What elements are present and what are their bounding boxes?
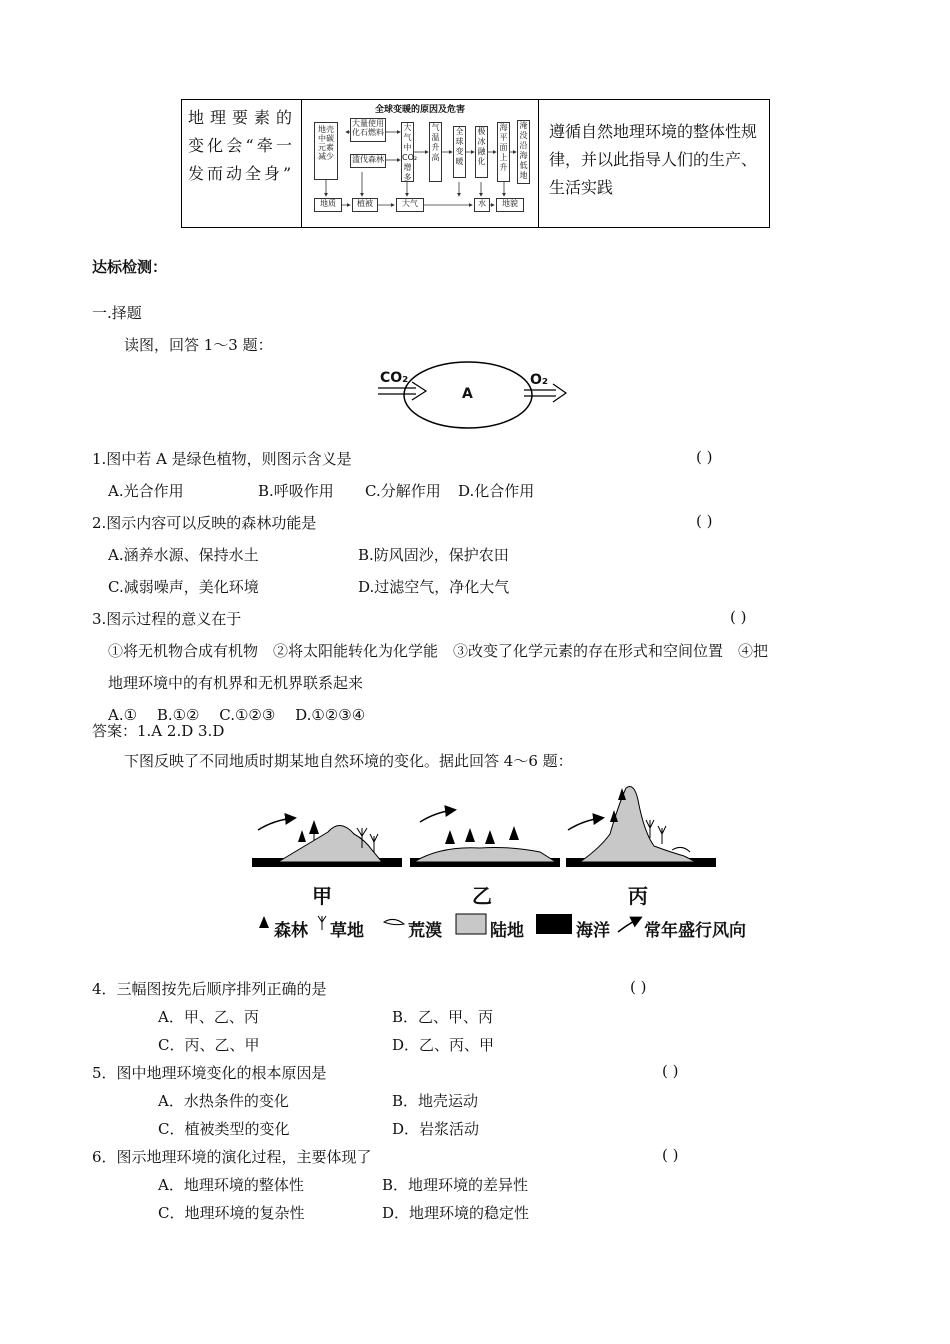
photosynthesis-figure [376, 360, 576, 434]
box-global-warming: 全球变暖 [453, 126, 466, 178]
q1-option-b: B.呼吸作用 [258, 482, 334, 500]
legend-forest: 森林 [274, 921, 308, 941]
box-deforestation: 滥伐森林 [350, 154, 386, 168]
diagram-title: 全球变暖的原因及危害 [374, 105, 465, 115]
q2-option-c: C.减弱噪声，美化环境 [108, 578, 259, 596]
q3-statements-line1: ①将无机物合成有机物 ②将太阳能转化为化学能 ③改变了化学元素的存在形式和空间位置 ④把 [108, 642, 769, 660]
part-heading: 一.择题 [92, 304, 142, 322]
panel-label-yi: 乙 [472, 884, 492, 908]
box-fossil-fuel: 大量使用化石燃料 [350, 118, 386, 142]
q2-option-a: A.涵养水源、保持水土 [108, 546, 259, 564]
box-landform: 地貌 [496, 198, 524, 212]
q1-answer-blank: ( ) [696, 448, 713, 466]
q3-stem: 3.图示过程的意义在于 [92, 610, 242, 628]
box-sea-rise: 海平面上升 [497, 122, 510, 182]
legend-land: 陆地 [490, 921, 524, 941]
box-temp-rise: 气温升高 [429, 122, 442, 182]
box-water: 水 [474, 198, 490, 212]
q4-answer-blank: ( ) [630, 978, 647, 996]
q1-option-d: D.化合作用 [458, 482, 535, 500]
q6-option-b: B．地理环境的差异性 [382, 1176, 529, 1194]
q5-stem: 5．图中地理环境变化的根本原因是 [92, 1064, 327, 1082]
q5-answer-blank: ( ) [662, 1062, 679, 1080]
box-ice-melt: 极冰融化 [475, 126, 488, 178]
table-cell-diagram [302, 100, 539, 228]
q5-option-d: D．岩浆活动 [392, 1120, 480, 1138]
q5-option-c: C．植被类型的变化 [158, 1120, 290, 1138]
panel-label-bing: 丙 [628, 884, 648, 908]
o2-label: O₂ [530, 372, 549, 388]
legend-prevailing-wind: 常年盛行风向 [644, 921, 746, 941]
q4-option-b: B．乙、甲、丙 [392, 1008, 494, 1026]
q2-answer-blank: ( ) [696, 512, 713, 530]
legend-desert: 荒漠 [408, 921, 442, 941]
q1-option-c: C.分解作用 [365, 482, 441, 500]
legend-grassland: 草地 [330, 921, 364, 941]
q2-option-d: D.过滤空气，净化大气 [358, 578, 510, 596]
box-co2-increase: 大气中CO₂增多 [402, 123, 418, 182]
q4-option-a: A．甲、乙、丙 [158, 1008, 259, 1026]
q6-option-d: D．地理环境的稳定性 [382, 1204, 530, 1222]
q6-option-c: C．地理环境的复杂性 [158, 1204, 305, 1222]
box-flood-lowland: 淹没沿海低地 [517, 120, 530, 184]
question-intro-2: 下图反映了不同地质时期某地自然环境的变化。据此回答 4～6 题： [124, 752, 573, 770]
summary-table [181, 99, 770, 228]
q5-option-b: B．地壳运动 [392, 1092, 479, 1110]
question-intro-1: 读图，回答 1～3 题： [124, 336, 273, 354]
q6-option-a: A．地理环境的整体性 [158, 1176, 304, 1194]
q1-stem: 1.图中若 A 是绿色植物，则图示含义是 [92, 450, 352, 468]
answer-key-1: 答案：1.A 2.D 3.D [92, 722, 225, 740]
box-crust-carbon: 地壳中碳元素减少 [314, 122, 338, 180]
legend-ocean: 海洋 [576, 921, 610, 941]
q3-answer-blank: ( ) [730, 608, 747, 626]
box-geology: 地质 [314, 198, 342, 212]
q3-options: A.① B.①② C.①②③ D.①②③④ [108, 706, 366, 724]
panel-label-jia: 甲 [312, 884, 332, 908]
q4-option-c: C．丙、乙、甲 [158, 1036, 260, 1054]
co2-label: CO₂ [380, 370, 409, 386]
q5-option-a: A．水热条件的变化 [158, 1092, 289, 1110]
table-cell-guidance: 遵循自然地理环境的整体性规律，并以此指导人们的生产、生活实践 [539, 100, 770, 228]
q1-option-a: A.光合作用 [108, 482, 184, 500]
section-title: 达标检测： [92, 258, 168, 276]
table-cell-principle: 地理要素的变化会“牵一发而动全身” [182, 100, 302, 228]
a-label: A [462, 386, 473, 402]
global-warming-diagram [302, 102, 538, 227]
q2-stem: 2.图示内容可以反映的森林功能是 [92, 514, 317, 532]
q4-option-d: D．乙、丙、甲 [392, 1036, 495, 1054]
q3-statements-line2: 地理环境中的有机界和无机界联系起来 [108, 674, 364, 692]
box-vegetation: 植被 [352, 198, 378, 212]
environment-change-figure [250, 776, 746, 946]
q6-stem: 6．图示地理环境的演化过程，主要体现了 [92, 1148, 372, 1166]
q6-answer-blank: ( ) [662, 1146, 679, 1164]
q4-stem: 4．三幅图按先后顺序排列正确的是 [92, 980, 327, 998]
box-atmosphere: 大气 [396, 198, 424, 212]
q2-option-b: B.防风固沙，保护农田 [358, 546, 509, 564]
